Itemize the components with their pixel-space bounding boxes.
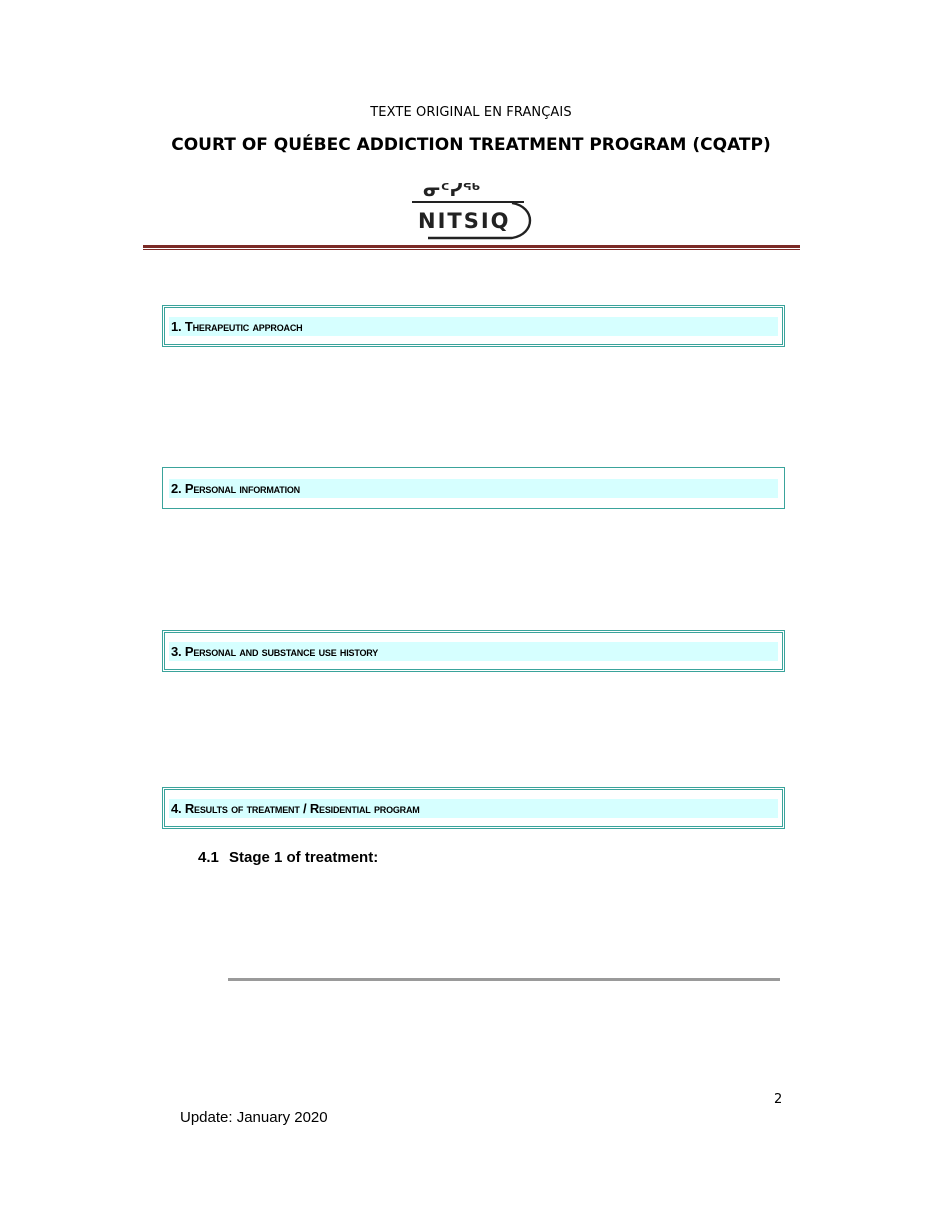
logo-text: NITSIQ bbox=[418, 209, 511, 233]
section-1-label: 1. Therapeutic approach bbox=[171, 319, 303, 334]
content-divider bbox=[228, 978, 780, 981]
section-1-heading bbox=[162, 305, 785, 347]
section-4-label: 4. Results of treatment / Residential program bbox=[171, 801, 420, 816]
nitsiq-logo bbox=[408, 172, 538, 246]
section-2-label: 2. Personal information bbox=[171, 481, 300, 496]
update-note: Update: January 2020 bbox=[180, 1109, 328, 1126]
nitsiq-logo-graphic bbox=[408, 172, 538, 246]
page-number: 2 bbox=[774, 1092, 783, 1107]
document-title: COURT OF QUÉBEC ADDICTION TREATMENT PROGRAM (CQATP) bbox=[171, 135, 771, 155]
section-3-label: 3. Personal and substance use history bbox=[171, 644, 379, 659]
header-rule-thin bbox=[143, 249, 800, 250]
section-4-heading bbox=[162, 787, 785, 829]
subsection-number: 4.1 bbox=[198, 849, 219, 866]
header-rule bbox=[143, 243, 800, 251]
logo-syllabics: ᓂᑦᓯᖅ bbox=[423, 180, 481, 201]
section-2-heading bbox=[162, 467, 785, 509]
subsection-label: Stage 1 of treatment: bbox=[229, 849, 379, 866]
section-3-heading bbox=[162, 630, 785, 672]
logo-underline bbox=[412, 201, 524, 203]
subsection-4-1 bbox=[198, 849, 378, 866]
original-language-note: TEXTE ORIGINAL EN FRANÇAIS bbox=[370, 105, 572, 120]
header-rule-thick bbox=[143, 245, 800, 248]
